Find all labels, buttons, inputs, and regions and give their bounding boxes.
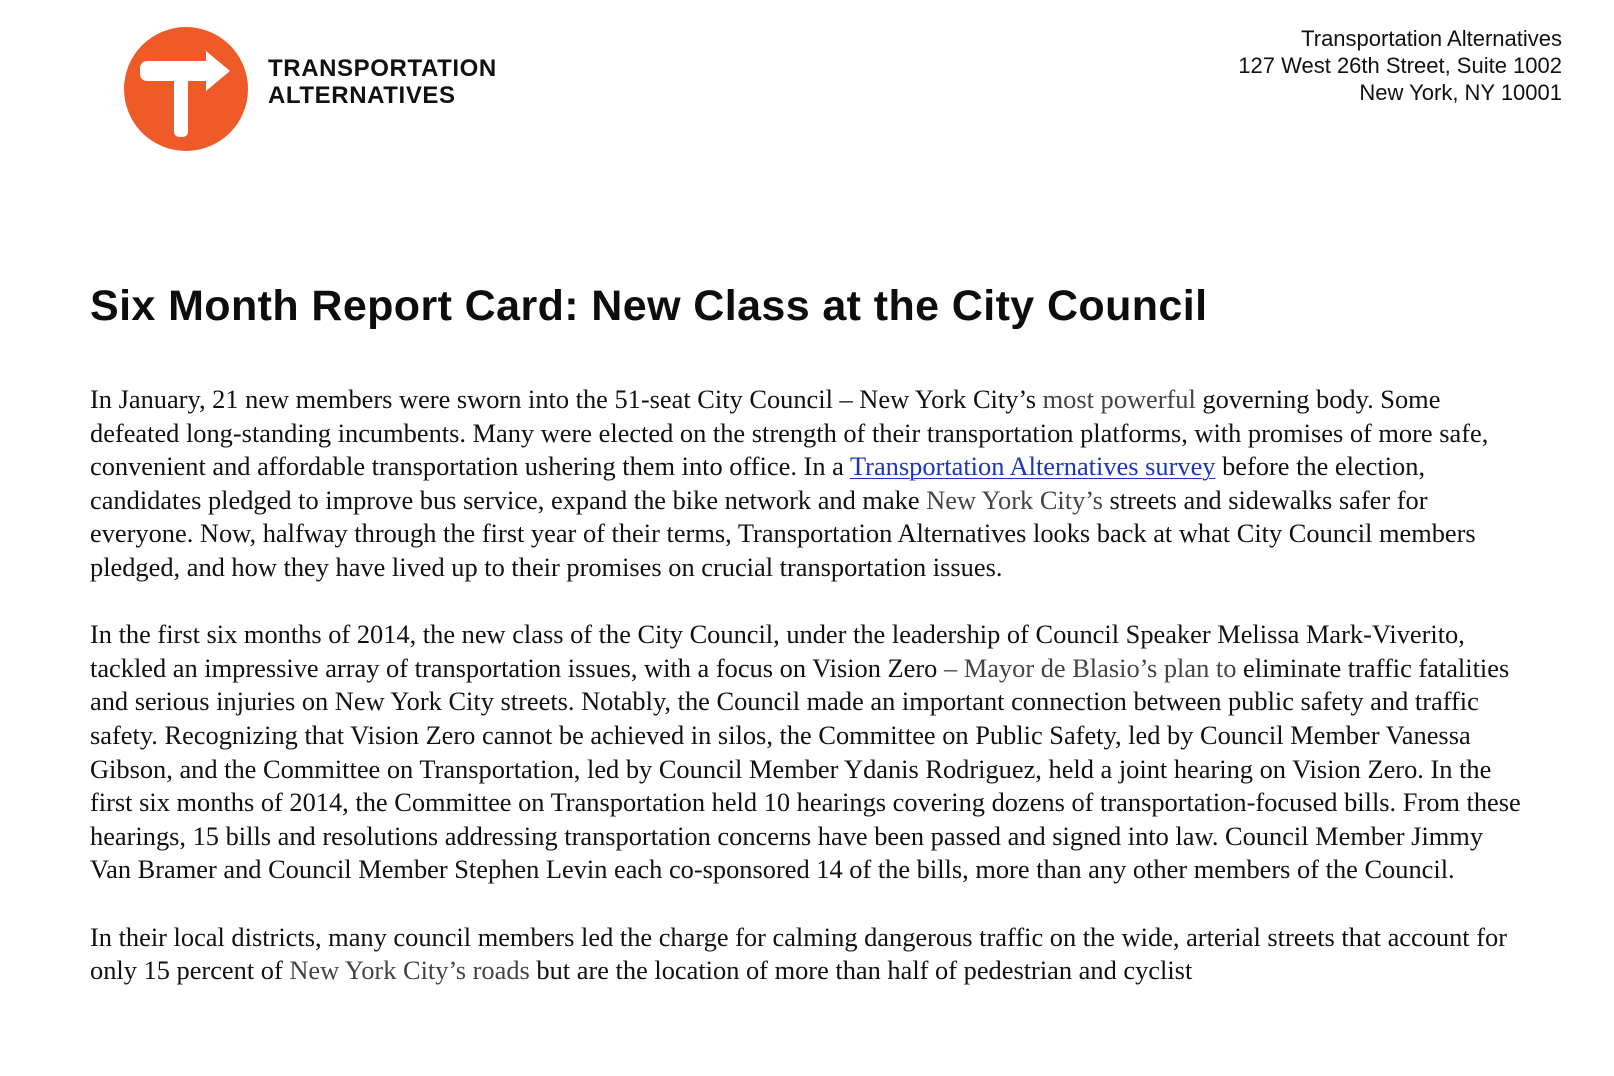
- p1-text-gray-2: New York City’s: [926, 484, 1103, 515]
- p3-text-1: In their local districts, many council members led the charge for calming dangerous traffic on the wide, arterial streets that account for only 15 percent of: [90, 921, 1508, 986]
- turn-arrow-logo-icon: [124, 27, 248, 151]
- address-street: 127 West 26th Street, Suite 1002: [1238, 53, 1562, 78]
- p2-text-1: In the first six months of 2014, the new class of the City Council, under the leadership of Council Speaker Melissa Mark-Viverito, tackled an impressive array of transportation issues, with a focus on Vision Zero: [90, 619, 1465, 683]
- p1-text-4: streets and sidewalks safer for everyone. Now, halfway through the first year of their terms, Transportation Alternatives looks back at what City Council members pledged, and how they have lived up to their promises on crucial transportation issues.: [90, 484, 1476, 582]
- p3-text-gray-1: New York City’s roads: [289, 955, 530, 986]
- logo-wordmark: [268, 55, 497, 109]
- p1-text-1: In January, 21 new members were sworn into the 51-seat City Council – New York City’s: [90, 384, 1043, 414]
- address-name: Transportation Alternatives: [1301, 26, 1562, 51]
- p2-text-2: eliminate traffic fatalities and serious injuries on New York City streets. Notably, the Council made an important connection between public safety and traffic safety. Recognizing that Vision Zero cannot be achieved in silos, the Committee on Public Safety, led by Council Member Vanessa Gibson, and the Committee on Transportation, led by Council Member Ydanis Rodriguez, held a joint hearing on Vision Zero. In the first six months of 2014, the Committee on Transportation held 10 hearings covering dozens of transportation-focused bills. From these hearings, 15 bills and resolutions addressing transportation concerns have been passed and signed into law. Council Member Jimmy Van Bramer and Council Member Stephen Levin each co-sponsored 14 of the bills, more than any other members of the Council.: [90, 652, 1521, 885]
- p2-text-gray-1: – Mayor de Blasio’s plan to: [943, 652, 1237, 683]
- p1-text-gray-1: most powerful: [1042, 384, 1196, 414]
- article-body: [90, 383, 1522, 1021]
- p1-text-3: before the election, candidates pledged to improve bus service, expand the bike network and make: [90, 451, 1426, 515]
- page-title: Six Month Report Card: New Class at the City Council: [90, 282, 1208, 330]
- address-city: New York, NY 10001: [1359, 80, 1562, 105]
- p1-text-2: governing body. Some defeated long-standing incumbents. Many were elected on the strength of their transportation platforms, with promises of more safe, convenient and affordable transportation ushering them into office. In a: [90, 384, 1489, 482]
- paragraph-3: [90, 921, 1522, 988]
- wordmark-line-1: TRANSPORTATION: [268, 55, 497, 82]
- wordmark-line-2: ALTERNATIVES: [268, 82, 456, 109]
- paragraph-1: [90, 383, 1522, 585]
- paragraph-2: [90, 618, 1522, 887]
- survey-link[interactable]: Transportation Alternatives survey: [849, 451, 1216, 482]
- logo: [124, 27, 248, 151]
- p3-text-2: but are the location of more than half of pedestrian and cyclist: [529, 955, 1193, 986]
- address-block: [1238, 25, 1562, 106]
